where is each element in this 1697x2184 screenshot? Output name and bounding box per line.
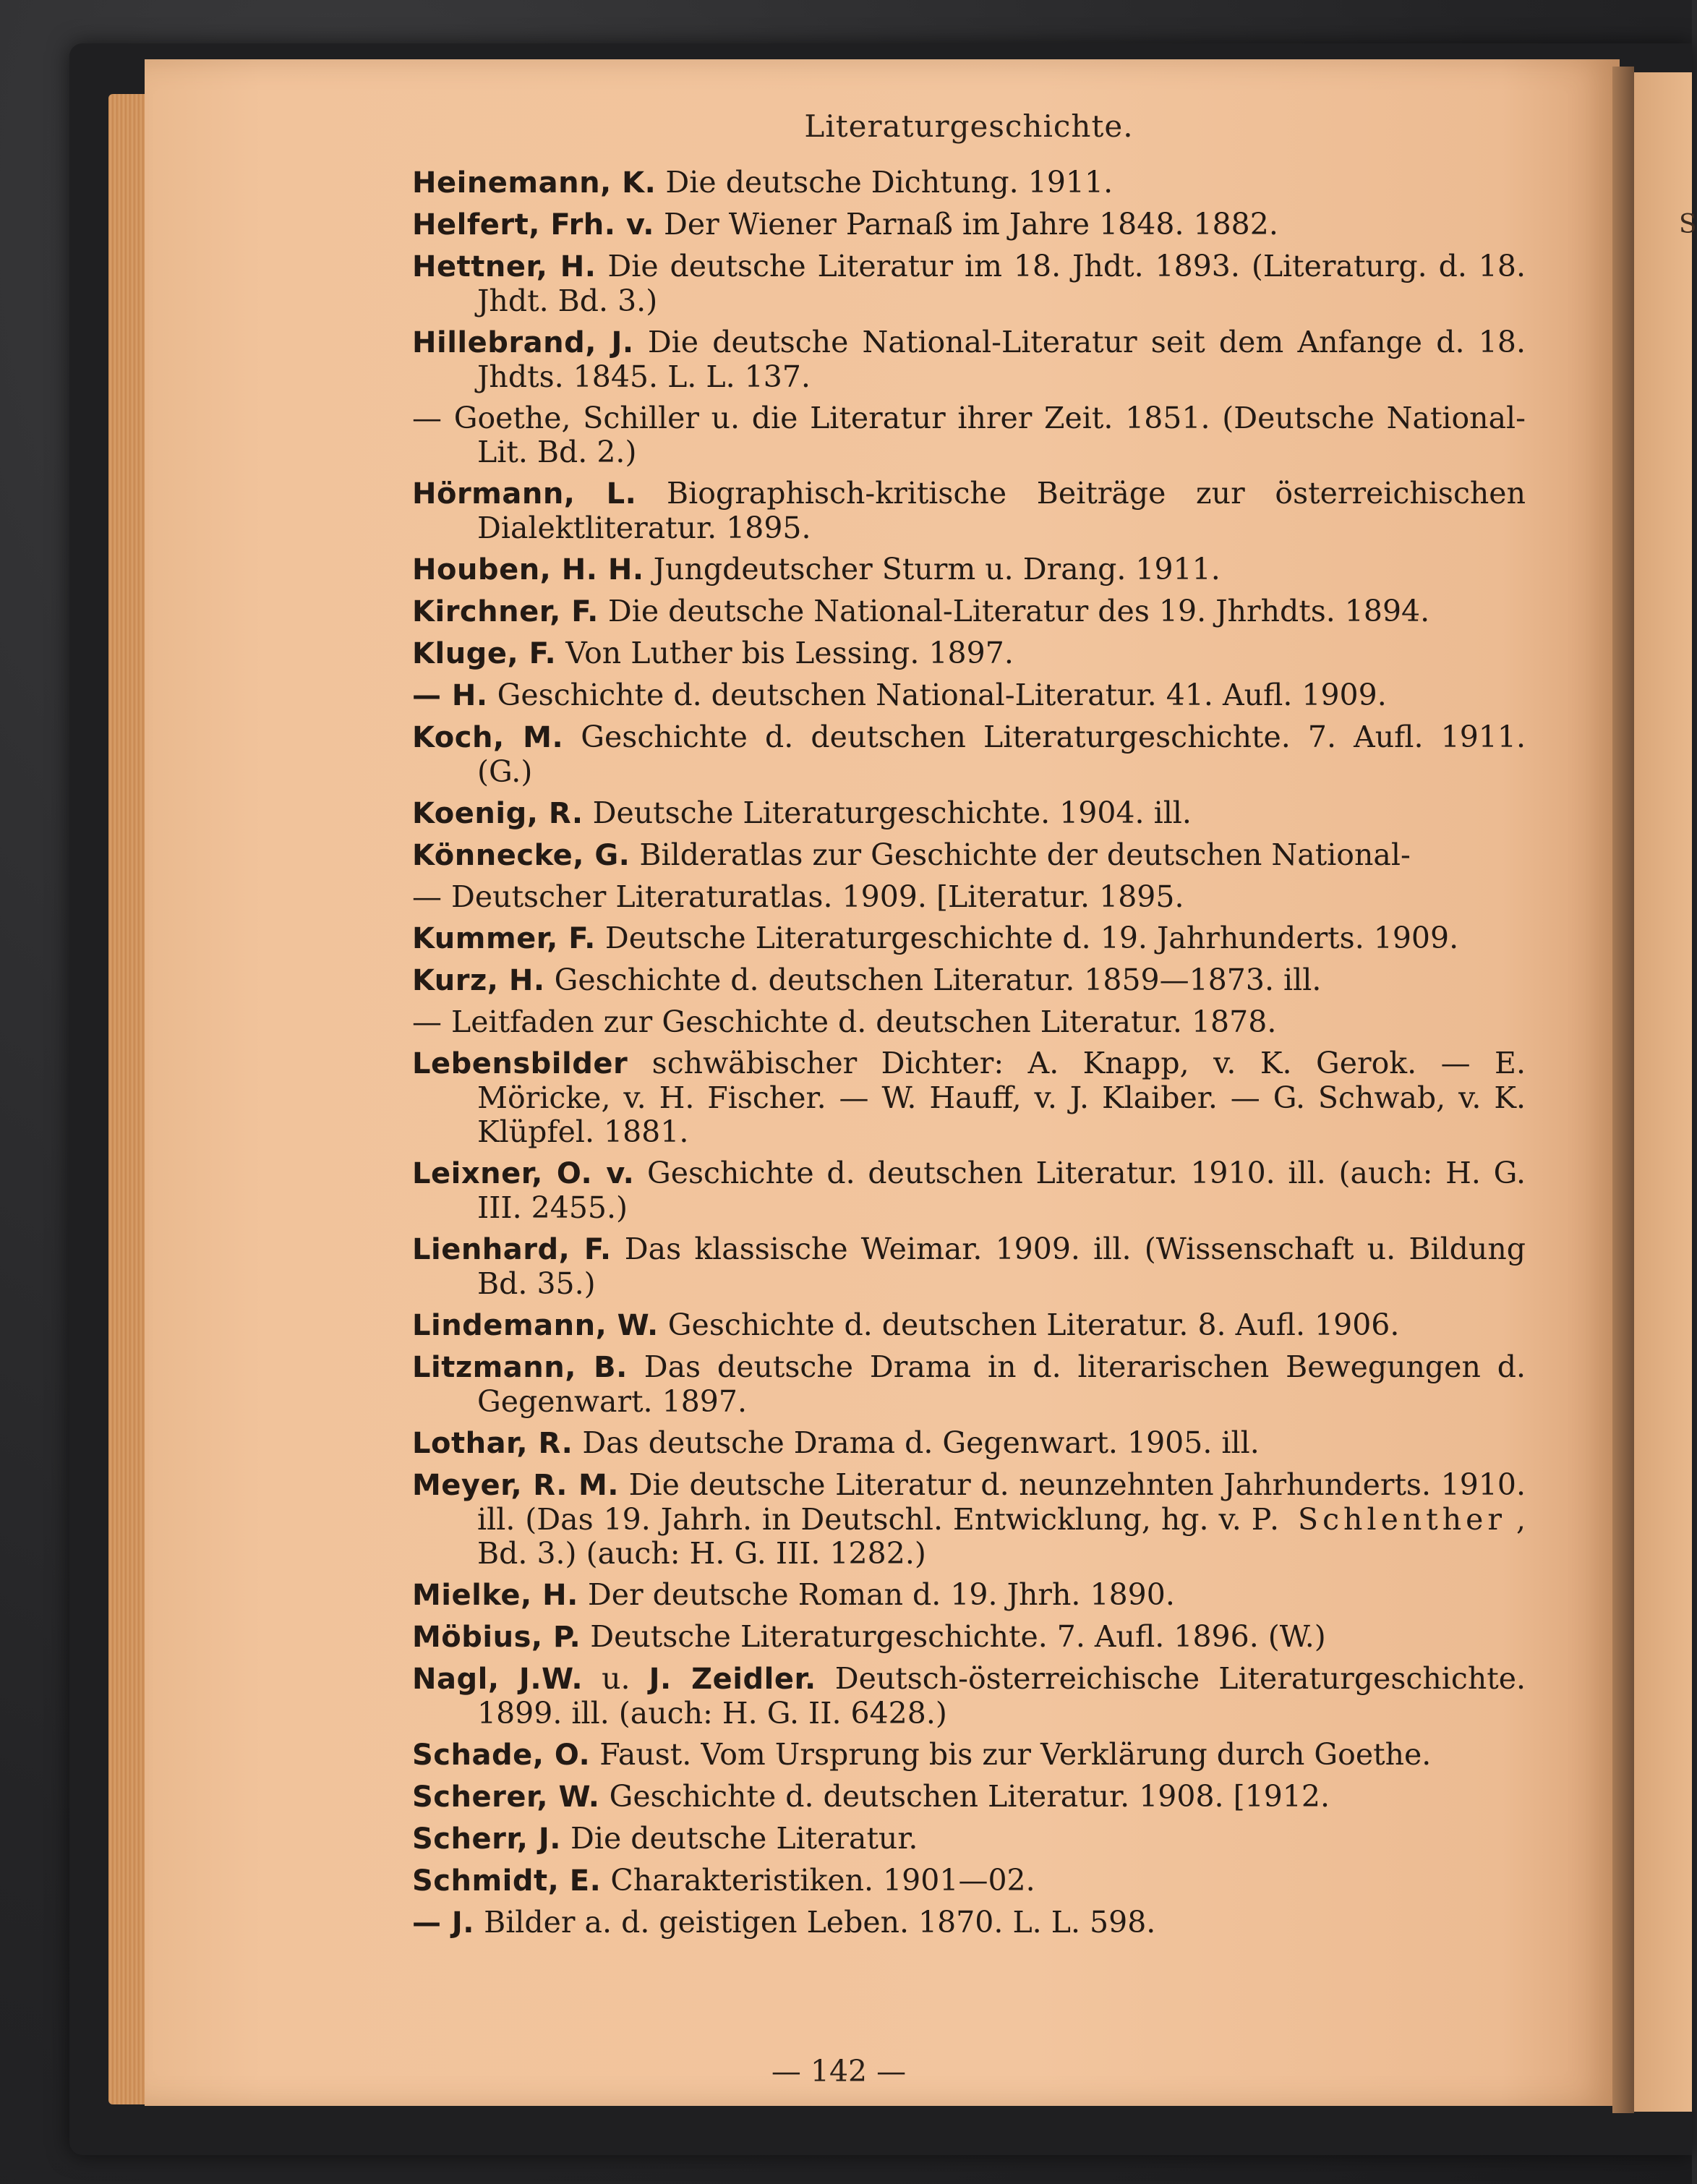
entry-text: Charakteristiken. 1901—02. — [610, 1863, 1035, 1898]
entry-text: — Goethe, Schiller u. die Literatur ihrer Zeit. 1851. (Deutsche National-Lit. Bd. 2.) — [412, 401, 1526, 469]
bibliography-entry — [412, 553, 1526, 587]
next-page-edge — [1634, 72, 1692, 2112]
bibliography-entry — [412, 678, 1526, 713]
entry-author: Schmidt, E. — [412, 1864, 602, 1898]
entry-author: Kluge, F. — [412, 637, 557, 670]
entry-text: Von Luther bis Lessing. 1897. — [565, 636, 1014, 670]
next-page-glyph: S — [1679, 210, 1697, 239]
entry-author: Kummer, F. — [412, 922, 596, 955]
entry-text-after: , Bd. 3.) (auch: H. G. III. 1282.) — [477, 1502, 1526, 1571]
bibliography-entry — [412, 838, 1526, 873]
bibliography-entry — [412, 477, 1526, 545]
entry-author: Könnecke, G. — [412, 839, 631, 872]
entry-text: Biographisch-kritische Beiträge zur österreichischen Dialektliteratur. 1895. — [477, 476, 1526, 545]
bibliography-entry — [412, 1864, 1526, 1898]
entry-author: Lindemann, W. — [412, 1309, 659, 1342]
bibliography-entry — [412, 1620, 1526, 1655]
bibliography-entry — [412, 1662, 1526, 1731]
bibliography-entry — [412, 880, 1526, 914]
bibliography-entry — [412, 325, 1526, 394]
bibliography-entry — [412, 1780, 1526, 1814]
running-head: Literaturgeschichte. — [804, 108, 1134, 144]
entry-text: Das klassische Weimar. 1909. ill. (Wissenschaft u. Bildung Bd. 35.) — [477, 1232, 1526, 1301]
entry-author: Scherer, W. — [412, 1780, 600, 1814]
entry-text: Die deutsche Literatur d. neunzehnten Jahrhunderts. 1910. ill. (Das 19. Jahrh. in Deutschl. Entwicklung, hg. v. — [477, 1467, 1526, 1537]
entry-editor: P. Schlenther — [1251, 1502, 1506, 1537]
entry-author: Lienhard, F. — [412, 1233, 612, 1266]
bibliography-entry — [412, 1308, 1526, 1343]
entry-author: Leixner, O. v. — [412, 1157, 635, 1190]
entry-text: — Deutscher Literaturatlas. 1909. [Literatur. 1895. — [412, 879, 1184, 914]
page-content — [412, 108, 1526, 1948]
page-number: — 142 — — [771, 2054, 907, 2089]
entry-text: schwäbischer Dichter: A. Knapp, v. K. Gerok. — E. Möricke, v. H. Fischer. — W. Hauff, v. J. Klaiber. — G. Schwab, v. K. Klüpfel. 1881. — [477, 1046, 1526, 1149]
entry-author: Koenig, R. — [412, 797, 584, 830]
entry-text: Deutsche Literaturgeschichte d. 19. Jahrhunderts. 1909. — [604, 921, 1459, 955]
bibliography-entry — [412, 1906, 1526, 1940]
entry-author: Nagl, J.W. — [412, 1663, 584, 1696]
entry-author: Meyer, R. M. — [412, 1469, 619, 1502]
bibliography-entry — [412, 166, 1526, 200]
entry-text: Jungdeutscher Sturm u. Drang. 1911. — [653, 552, 1221, 586]
bibliography-entry — [412, 1738, 1526, 1773]
bibliography-entry — [412, 720, 1526, 789]
bibliography-entry — [412, 594, 1526, 629]
entry-author: — J. — [412, 1906, 475, 1940]
entry-text: Das deutsche Drama in d. literarischen Bewegungen d. Gegenwart. 1897. — [477, 1349, 1526, 1419]
bibliography-entry — [412, 963, 1526, 998]
bibliography-entry — [412, 1578, 1526, 1613]
entry-author: Heinemann, K. — [412, 166, 657, 200]
entry-author: Hörmann, L. — [412, 477, 637, 511]
entry-text: Bilder a. d. geistigen Leben. 1870. L. L. 598. — [484, 1905, 1156, 1940]
entry-author: Schade, O. — [412, 1739, 591, 1772]
entry-text: Die deutsche Literatur. — [570, 1821, 918, 1856]
entry-text: Deutsche Literaturgeschichte. 1904. ill. — [592, 795, 1192, 830]
entry-author: — H. — [412, 679, 488, 712]
entry-text: Die deutsche Dichtung. 1911. — [665, 165, 1113, 200]
entry-author: Kirchner, F. — [412, 595, 599, 628]
entry-text: u. — [602, 1661, 631, 1696]
bibliography-entry — [412, 1232, 1526, 1301]
entry-text: — Leitfaden zur Geschichte d. deutschen Literatur. 1878. — [412, 1004, 1277, 1039]
entry-author: Koch, M. — [412, 721, 564, 754]
entry-author: Kurz, H. — [412, 964, 545, 997]
entry-text: Geschichte d. deutschen Literatur. 1859—1873. ill. — [554, 963, 1322, 997]
bibliography-entry — [412, 1822, 1526, 1856]
entry-text: Die deutsche National-Literatur des 19. Jhrhdts. 1894. — [607, 594, 1430, 628]
bibliography-entry — [412, 249, 1526, 318]
bibliography-entry — [412, 1350, 1526, 1419]
entry-author: Lebensbilder — [412, 1047, 628, 1080]
entry-coauthor: J. Zeidler. — [649, 1663, 816, 1696]
bibliography-entry — [412, 1156, 1526, 1225]
entry-author: Helfert, Frh. v. — [412, 208, 654, 242]
entry-text: Das deutsche Drama d. Gegenwart. 1905. ill. — [582, 1425, 1260, 1460]
entry-author: Litzmann, B. — [412, 1351, 628, 1384]
book-gutter — [1612, 67, 1634, 2113]
bibliography-entry — [412, 636, 1526, 671]
bibliography-entry — [412, 921, 1526, 956]
entry-author: Hillebrand, J. — [412, 326, 634, 359]
entry-text: Der Wiener Parnaß im Jahre 1848. 1882. — [663, 207, 1278, 242]
entry-author: Hettner, H. — [412, 250, 597, 283]
entry-text: Geschichte d. deutschen Literatur. 1908. [1912. — [609, 1779, 1330, 1814]
entry-text: Faust. Vom Ursprung bis zur Verklärung durch Goethe. — [599, 1737, 1432, 1772]
entry-author: Möbius, P. — [412, 1621, 581, 1654]
entry-text: Bilderatlas zur Geschichte der deutschen National- — [639, 837, 1411, 872]
entry-text: Geschichte d. deutschen Literatur. 1910. ill. (auch: H. G. III. 2455.) — [477, 1156, 1526, 1225]
bibliography-list — [412, 166, 1526, 1940]
bibliography-entry — [412, 401, 1526, 469]
entry-text: Geschichte d. deutschen Literatur. 8. Aufl. 1906. — [667, 1308, 1400, 1342]
entry-text: Deutsche Literaturgeschichte. 7. Aufl. 1896. (W.) — [590, 1619, 1326, 1654]
entry-text-second: Deutsch-österreichische Literaturgeschichte. 1899. ill. (auch: H. G. II. 6428.) — [477, 1661, 1526, 1731]
entry-text: Geschichte d. deutschen Literaturgeschichte. 7. Aufl. 1911. (G.) — [477, 720, 1526, 789]
entry-author: Mielke, H. — [412, 1579, 578, 1612]
bibliography-entry — [412, 1426, 1526, 1461]
bibliography-entry — [412, 208, 1526, 242]
entry-author: Lothar, R. — [412, 1427, 573, 1460]
bibliography-entry — [412, 1005, 1526, 1039]
entry-author: Scherr, J. — [412, 1822, 561, 1856]
entry-text: Die deutsche National-Literatur seit dem Anfange d. 18. Jhdts. 1845. L. L. 137. — [477, 325, 1526, 394]
entry-text: Der deutsche Roman d. 19. Jhrh. 1890. — [587, 1577, 1175, 1612]
bibliography-entry — [412, 1468, 1526, 1571]
bibliography-entry — [412, 1046, 1526, 1149]
bibliography-entry — [412, 796, 1526, 831]
entry-author: Houben, H. H. — [412, 553, 644, 586]
entry-text: Geschichte d. deutschen National-Literatur. 41. Aufl. 1909. — [497, 678, 1387, 712]
entry-text: Die deutsche Literatur im 18. Jhdt. 1893. (Literaturg. d. 18. Jhdt. Bd. 3.) — [477, 249, 1526, 318]
